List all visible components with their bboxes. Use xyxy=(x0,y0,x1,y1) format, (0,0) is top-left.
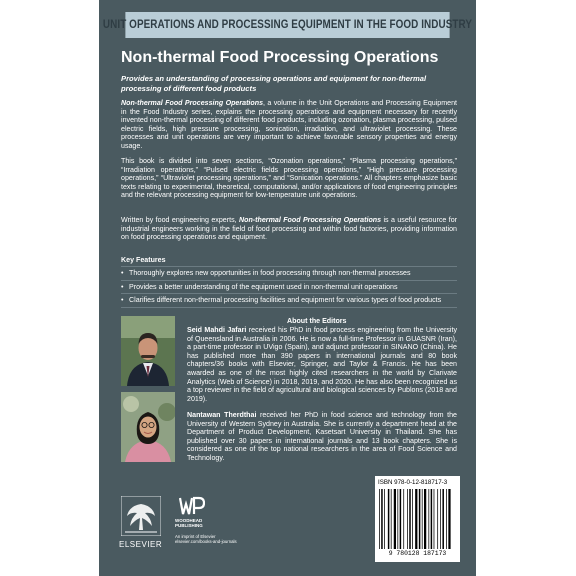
key-features-list xyxy=(121,266,457,308)
back-cover xyxy=(99,0,476,576)
description-text: is a useful resource for industrial engineers working in the field of food processing and within food factories, providing information on food processing operations and equipment. xyxy=(121,216,457,242)
series-banner: UNIT OPERATIONS AND PROCESSING EQUIPMENT IN THE FOOD INDUSTRY xyxy=(125,12,449,38)
book-title-emphasis: Non-thermal Food Processing Operations xyxy=(239,216,382,224)
description-text: Written by food engineering experts, xyxy=(121,216,240,224)
editor1-bio: Seid Mahdi Jafari received his PhD in food process engineering from the University of Queensland in Australia in 2006. He is now a full-time Professor in GUASNR (Iran), a part-time professor in UVigo (Spain), and adjunct professor in SINANO (China). He has published more than 390 papers in international journals and 80 book chapters/36 books with Elsevier, Springer, and Taylor & Francis. He has been awarded as one of the most highly cited researchers in the world by Clarivate Analytics (Web of Science) in 2018, 2019, and 2020. He has also been recognized as a top reviewer in the field of agricultural and biological sciences by Publons (2018 and 2019). xyxy=(187,326,458,403)
editor2-photo xyxy=(121,392,175,462)
description-text: , a volume in the Unit Operations and Processing Equipment in the Food Industry series, explains the processing operations and equipment necessary for recently invented non-thermal processing of different food products, including ozonation, plasma processing, pulsed electric fields, high pressure processing, sonication, irradiation, and ultraviolet processing. These processes and unit operations are very important to achieve favorable sensory properties and energy usage. xyxy=(121,99,458,150)
description-paragraph-2: This book is divided into seven sections, “Ozonation operations,” “Plasma processing operations,” “Irradiation operations,” “Pulsed electric fields processing operations,” “High pressure processing operations,” “Ultraviolet processing operations,” and “Sonication operations.” All chapters emphasize basic texts relating to experimental, theoretical, computational, and/or applications of food engineering principles and the relevant processing equipment for low-temperature unit operations. xyxy=(121,157,457,200)
elsevier-wordmark: ELSEVIER xyxy=(119,540,163,549)
bullet-icon: • xyxy=(121,269,124,277)
editor2-name: Nantawan Therdthai xyxy=(187,411,257,419)
bullet-icon: • xyxy=(121,282,124,291)
book-title: Non-thermal Food Processing Operations xyxy=(121,49,439,66)
list-item: • Clarifies different non-thermal processing facilities and equipment for various types of food products xyxy=(121,293,457,308)
key-features-section xyxy=(99,256,476,312)
description-paragraph-1 xyxy=(121,99,457,151)
isbn-label: ISBN 978-0-12-818717-3 xyxy=(378,479,448,486)
elsevier-tree-logo-icon xyxy=(121,496,161,536)
description-paragraph-3 xyxy=(121,216,457,242)
list-item: • Provides a better understanding of the equipment used in non-thermal unit operations xyxy=(121,280,457,294)
editor2-portrait-icon xyxy=(121,392,175,462)
publisher-logos xyxy=(121,496,301,566)
book-title-emphasis: Non-thermal Food Processing Operations xyxy=(121,99,264,107)
book-subtitle: Provides an understanding of processing operations and equipment for non-thermal processing of different food products xyxy=(121,74,427,93)
editor1-name: Seid Mahdi Jafari xyxy=(187,326,247,334)
woodhead-publishing-logo-icon xyxy=(179,496,205,516)
editor1-portrait-icon xyxy=(121,316,175,386)
list-item: • Thoroughly explores new opportunities in food processing through non-thermal processes xyxy=(121,266,457,280)
key-features-heading: Key Features xyxy=(121,256,166,264)
editor1-photo xyxy=(121,316,175,386)
imprint-note: An imprint of Elsevier elsevier.com/books-and-journals xyxy=(175,534,237,544)
barcode-icon xyxy=(378,489,457,551)
isbn-barcode-box xyxy=(375,476,460,562)
editors-heading: About the Editors xyxy=(287,317,347,325)
editor2-bio: Nantawan Therdthai received her PhD in food science and technology from the University of Western Sydney in Australia. She is currently a department head at the Department of Product Development, Kasetsart University in Thailand. She has published over 30 papers in international journals and 13 book chapters. She is considered as one of the top national researchers in the area of Food Science and Technology. xyxy=(187,411,457,462)
bullet-icon: • xyxy=(121,296,124,305)
woodhead-publishing-name: WOODHEAD PUBLISHING xyxy=(175,518,203,529)
barcode-number: 9 780128 187173 xyxy=(388,550,447,557)
